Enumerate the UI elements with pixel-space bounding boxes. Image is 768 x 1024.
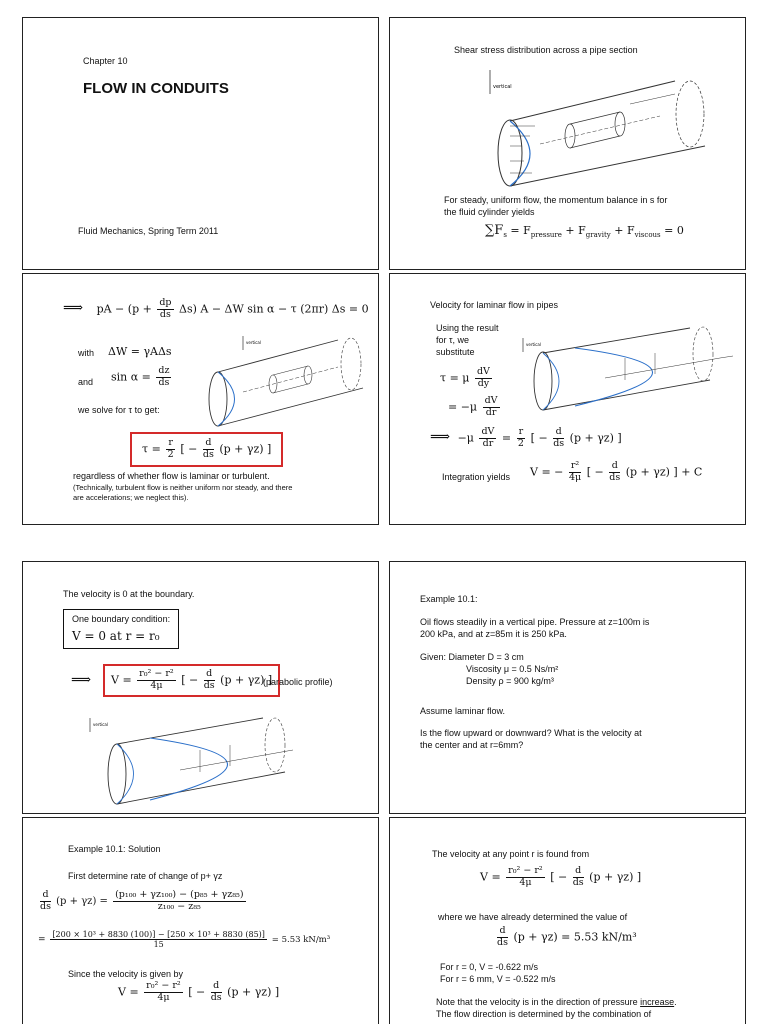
- vertical-label: vertical: [246, 340, 261, 345]
- d-ds: $\frac{d}{ds}$: [210, 980, 222, 1003]
- r-over-2: $\frac{r}{2}$: [167, 437, 174, 460]
- v-lhs: V =: [111, 673, 132, 687]
- minus-mu-dv-dr: [448, 396, 502, 419]
- gradient-value: [495, 926, 637, 949]
- eq-sub-pressure: pressure: [530, 231, 562, 240]
- dv-dr: $\frac{dV}{dr}$: [484, 395, 498, 418]
- dz-ds-fraction: $\frac{dz}{ds}$: [158, 365, 170, 388]
- dv-dr: $\frac{dV}{dr}$: [481, 426, 495, 449]
- parabolic-pipe-diagram: [85, 710, 315, 810]
- slide-4-laminar-velocity: [389, 273, 746, 525]
- gradient-equation: [38, 890, 248, 913]
- v-open: [ −: [550, 870, 568, 884]
- note-line-2: are accelerations; we neglect this).: [73, 492, 189, 502]
- numeric-fraction: $\frac{\text{[200 × 10³ + 8830 (100)] − [250 × 10³ + 8830 (85)]}}{15}$: [52, 930, 265, 950]
- gradient-value-rest: (p + γz) = 5.53 kN/m³: [513, 930, 637, 944]
- pipe-figure: [480, 66, 730, 196]
- v-rest: (p + γz) ]: [589, 870, 642, 884]
- increase-word: increase: [640, 997, 675, 1007]
- r2-4mu: $\frac{\text{r²}}{4\mu}$: [568, 460, 582, 483]
- assume-laminar: Assume laminar flow.: [420, 706, 506, 716]
- page-title: FLOW IN CONDUITS: [83, 80, 229, 97]
- substituted-equation: [430, 427, 622, 450]
- using-line-2: for τ, we: [436, 335, 470, 346]
- int-open: [ −: [586, 465, 604, 479]
- note-line-2: The flow direction is determined by the combination of: [436, 1009, 652, 1020]
- tau-rest: (p + γz) ]: [219, 442, 272, 456]
- note-line-1: Note that the velocity is in the direction of pressure increase.: [436, 997, 677, 1007]
- given-viscosity: Viscosity μ = 0.5 Ns/m²: [466, 664, 559, 675]
- velocity-at-center: For r = 0, V = -0.622 m/s: [440, 962, 539, 972]
- since-text: Since the velocity is given by: [68, 969, 184, 979]
- integration-label: Integration yields: [442, 472, 511, 482]
- eq1-lhs: (p + γz) =: [56, 895, 108, 907]
- pipe-section-diagram-small: [203, 326, 373, 431]
- v-open: [ −: [181, 673, 199, 687]
- eq-sub-gravity: gravity: [585, 231, 611, 240]
- slide-2-shear-stress: [389, 17, 746, 270]
- solution-title: Example 10.1: Solution: [68, 844, 161, 854]
- v-lhs: V =: [118, 985, 139, 999]
- integration-equation: [530, 461, 702, 484]
- problem-line-2: 200 kPa, and at z=85m it is 250 kPa.: [420, 629, 567, 640]
- slide-3-force-balance: [22, 273, 379, 525]
- bc-equation: V = 0 at r = r₀: [72, 629, 160, 644]
- course-label: Fluid Mechanics, Spring Term 2011: [78, 226, 219, 236]
- eq-part-2: Δs) A − ΔW sin α − τ (2πr) Δs = 0: [179, 302, 369, 316]
- tau-mu: τ = μ: [440, 371, 470, 385]
- using-line-3: substitute: [436, 347, 475, 358]
- d-ds-fraction: $\frac{d}{ds}$: [202, 437, 214, 460]
- given-diameter: Given: Diameter D = 3 cm: [420, 652, 524, 662]
- implies-arrow: ⟹: [71, 672, 92, 688]
- d-ds: $\frac{d}{ds}$: [203, 668, 215, 691]
- bracket-rest: (p + γz) ]: [569, 431, 622, 445]
- first-determine: First determine rate of change of p+ γz: [68, 871, 223, 881]
- slide-4-title: Velocity for laminar flow in pipes: [430, 300, 559, 310]
- slide-8-velocity-values: [389, 817, 746, 1024]
- chapter-label: Chapter 10: [83, 56, 128, 66]
- eq2-equals: =: [38, 935, 46, 946]
- solve-text: we solve for τ to get:: [78, 405, 160, 415]
- slide-2-title: Shear stress distribution across a pipe section: [454, 45, 638, 55]
- velocity-equation: [480, 866, 641, 889]
- minus-mu: = −μ: [448, 400, 478, 414]
- slide-1-title: [22, 17, 379, 270]
- eq-rhs-a: = F: [510, 224, 531, 237]
- given-density: Density ρ = 900 kg/m³: [466, 676, 554, 687]
- vertical-label: vertical: [493, 84, 512, 90]
- and-equation: [111, 366, 173, 389]
- velocity-at-6mm: For r = 6 mm, V = -0.522 m/s: [440, 974, 556, 985]
- int-lhs: V = −: [530, 465, 564, 479]
- parabolic-label: (parabolic profile): [263, 677, 333, 687]
- eq-plus-2: + F: [614, 224, 635, 237]
- eq-sub-viscous: viscous: [634, 231, 661, 240]
- gradient-result: = 5.53 kN/m³: [271, 935, 331, 946]
- note-line-1: (Technically, turbulent flow is neither uniform nor steady, and there: [73, 483, 293, 492]
- v-lhs: V =: [480, 870, 501, 884]
- implies-arrow: ⟹: [63, 300, 84, 317]
- r-over-2: $\frac{r}{2}$: [517, 426, 524, 449]
- body-line-2: the fluid cylinder yields: [444, 207, 535, 218]
- question-line-1: Is the flow upward or downward? What is the velocity at: [420, 728, 642, 738]
- v-rest: (p + γz) ]: [227, 985, 280, 999]
- tau-result-box: [130, 432, 283, 467]
- and-label: and: [78, 377, 94, 387]
- body-line-1: For steady, uniform flow, the momentum balance in s for: [444, 195, 668, 205]
- eq-sub-s: s: [503, 231, 507, 240]
- sin-alpha: sin α =: [111, 370, 151, 384]
- int-rest: (p + γz) ] + C: [625, 465, 703, 479]
- bc-label: One boundary condition:: [72, 614, 171, 624]
- tau-mu-dv-dy: [440, 367, 494, 390]
- d-ds: $\frac{d}{ds}$: [553, 426, 565, 449]
- laminar-pipe-figure: [515, 318, 740, 416]
- velocity-equation: [118, 981, 279, 1004]
- momentum-equation: [485, 223, 684, 239]
- d-ds: $\frac{d}{ds}$: [572, 865, 584, 888]
- question-line-2: the center and at r=6mm?: [420, 740, 524, 751]
- v-open: [ −: [188, 985, 206, 999]
- regardless-text: regardless of whether flow is laminar or turbulent.: [73, 471, 270, 481]
- d-ds: $\frac{d}{ds}$: [40, 889, 51, 912]
- eq-sum: ∑F: [485, 223, 504, 238]
- intro-text: The velocity is 0 at the boundary.: [63, 589, 195, 599]
- r0-r-over-4mu: $\frac{\text{r₀² − r²}}{4\mu}$: [139, 668, 174, 691]
- open-bracket: [ −: [530, 431, 548, 445]
- tau-lhs: τ =: [142, 442, 161, 456]
- minus-mu: −μ: [457, 431, 474, 445]
- where-text: where we have already determined the value of: [438, 912, 628, 922]
- slide-6-example: [389, 561, 746, 814]
- parabolic-result-box: [103, 664, 280, 697]
- numeric-gradient-equation: [38, 930, 330, 949]
- v-rest: (p + γz) ]: [220, 673, 273, 687]
- pressure-difference-fraction: $\frac{\text{(p₁₀₀ + γz₁₀₀) − (p₈₅ + γz₈₅)}}{\text{z₁₀₀ − z₈₅}}$: [115, 889, 244, 912]
- implies-arrow: ⟹: [430, 429, 451, 446]
- d-ds: $\frac{d}{ds}$: [609, 460, 621, 483]
- vertical-label: vertical: [93, 722, 108, 727]
- dp-ds-fraction: $\frac{dp}{ds}$: [159, 297, 172, 320]
- r0-r-over-4mu: $\frac{\text{r₀² − r²}}{4\mu}$: [146, 980, 181, 1003]
- with-equation: ΔW = γAΔs: [108, 345, 172, 358]
- boundary-condition-box: [63, 609, 179, 649]
- dv-dy: $\frac{dV}{dy}$: [476, 366, 490, 389]
- parabolic-pipe-figure: [85, 710, 315, 810]
- eq-end: = 0: [664, 224, 684, 237]
- with-label: with: [78, 348, 95, 358]
- slide-5-boundary-condition: [22, 561, 379, 814]
- intro-text: The velocity at any point r is found from: [432, 849, 590, 859]
- slide-7-solution: [22, 817, 379, 1024]
- given-values: [420, 651, 558, 687]
- using-text: [436, 322, 499, 358]
- laminar-pipe-diagram: [515, 318, 740, 416]
- d-ds: $\frac{d}{ds}$: [497, 925, 508, 948]
- pipe-section-diagram: [480, 66, 730, 196]
- example-title: Example 10.1:: [420, 594, 478, 604]
- example-problem: [420, 616, 649, 640]
- eq-part-1: pA − (p +: [96, 302, 152, 316]
- technical-note: [73, 483, 292, 503]
- velocity-results: [440, 961, 556, 985]
- pipe-figure-small: [203, 326, 373, 431]
- using-line-1: Using the result: [436, 323, 499, 333]
- vertical-label: vertical: [526, 342, 541, 347]
- slide-2-body: [444, 194, 667, 218]
- equals: =: [501, 431, 512, 445]
- eq-plus-1: + F: [565, 224, 586, 237]
- question-text: [420, 727, 642, 751]
- problem-line-1: Oil flows steadily in a vertical pipe. Pressure at z=100m is: [420, 617, 650, 627]
- force-balance-equation: [63, 298, 369, 321]
- tau-bracket: [ −: [180, 442, 198, 456]
- direction-note: [436, 996, 677, 1020]
- r0-r-over-4mu: $\frac{\text{r₀² − r²}}{4\mu}$: [508, 865, 543, 888]
